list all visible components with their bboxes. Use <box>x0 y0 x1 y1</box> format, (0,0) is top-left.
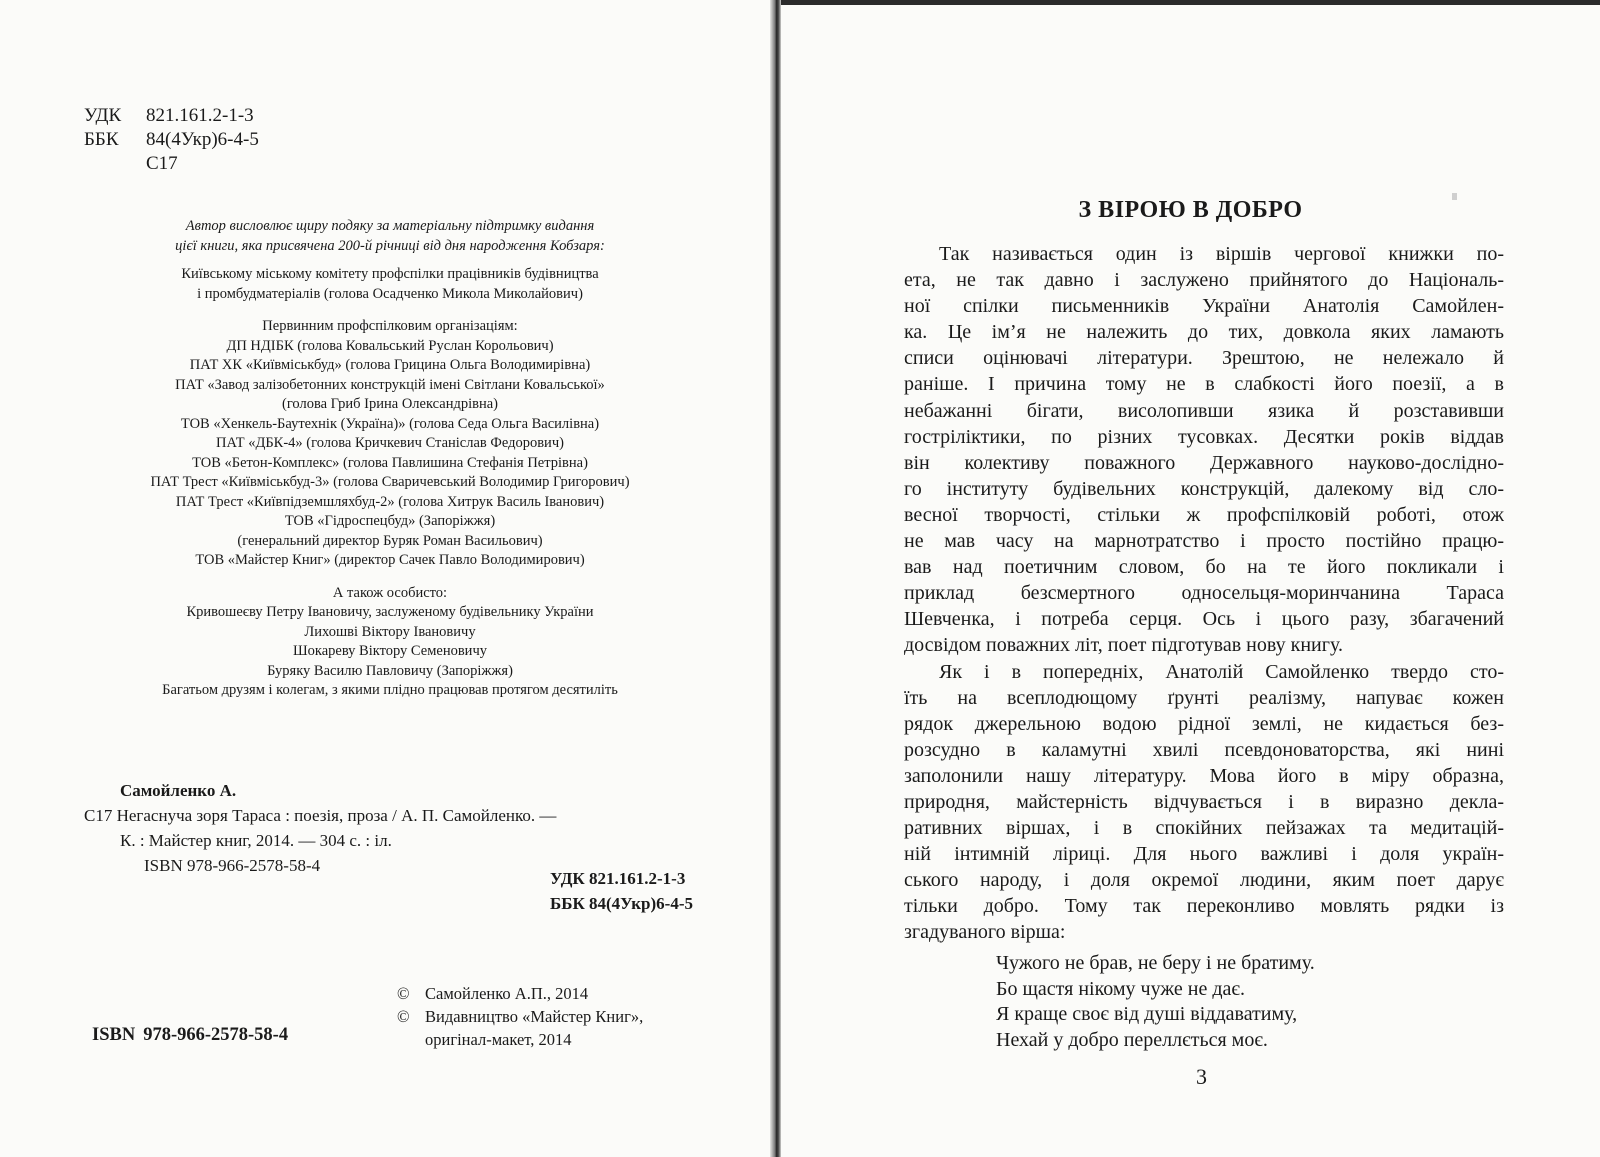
thanks-line: Багатьом друзям і колегам, з якими плідно працював протягом десятиліть <box>162 682 618 698</box>
verse-line: Бо щастя нікому чуже не дає. <box>996 977 1245 1000</box>
thanks-line: (голова Гриб Ірина Олександрівна) <box>282 396 498 412</box>
isbn <box>92 1025 288 1046</box>
bbk-label: ББК <box>84 129 119 150</box>
copyright-notice <box>397 982 643 1051</box>
copyright-publisher-text: Видавництво «Майстер Книг», <box>425 1007 644 1026</box>
catalog-udk: УДК 821.161.2-1-3 <box>549 869 686 888</box>
copyright-publisher <box>397 1005 643 1028</box>
thanks-line: ДП НДІБК (голова Ковальський Руслан Корольович) <box>226 337 554 354</box>
page-number: 3 <box>1196 1064 1207 1089</box>
text-line: ративних віршах, і в спокійних пейзажах та медитацій- <box>904 817 1504 840</box>
left-page <box>0 0 770 1157</box>
page-title: З ВІРОЮ В ДОБРО <box>1078 197 1303 223</box>
catalog-codes <box>550 866 693 916</box>
thanks-kyiv-committee <box>80 265 700 304</box>
text-line: їть на всеплодющому ґрунті реалізму, напуває кожен <box>904 686 1504 709</box>
text-line: небажанні бігати, висолопивши язика й розставивши <box>904 399 1504 422</box>
text-line: списи оцінювачі літератури. Зрештою, не нележало й <box>904 347 1504 370</box>
author-mark: С17 <box>146 153 178 174</box>
text-line: досвідом поважних літ, поет підготував нову книгу. <box>904 634 1343 657</box>
text-line: го інституту будівельних конструкцій, далекому від сло- <box>904 477 1504 500</box>
thanks-line: (генеральний директор Буряк Роман Васильович) <box>237 532 543 549</box>
isbn-label: ISBN <box>92 1025 136 1045</box>
thanks-line: ПАТ ХК «Київміськбуд» (голова Грицина Ольга Володимирівна) <box>189 357 591 373</box>
thanks-line: ПАТ Трест «Київміськбуд-3» (голова Сваричевський Володимир Григорович) <box>150 474 630 490</box>
catalog-author: Самойленко А. <box>120 781 237 800</box>
thanks-line: Кривошеєву Петру Івановичу, заслуженому будівельнику України <box>186 604 594 620</box>
text-line: природня, майстерність відчувається і в виразно декла- <box>904 790 1504 813</box>
catalog-bbk: ББК 84(4Укр)6-4-5 <box>549 894 693 913</box>
text-line: Так називається один із віршів чергової книжки по- <box>939 243 1504 265</box>
udk-label: УДК <box>84 105 122 126</box>
book-gutter <box>770 0 781 1157</box>
text-line: приклад безсмертного односельця-моринчанина Тараса <box>904 582 1504 605</box>
text-line: ка. Це ім’я не належить до тих, довкола яких ламають <box>904 321 1504 344</box>
thanks-intro-line: цієї книги, яка присвячена 200-й річниці від дня народження Кобзаря: <box>175 237 605 254</box>
thanks-line: ТОВ «Хенкель-Баутехнік (Україна)» (голова Седа Ольга Василівна) <box>180 415 600 432</box>
thanks-line: А також особисто: <box>332 584 448 601</box>
text-line: ета, не так давно і заслужено прийнятого до Національ- <box>904 269 1504 292</box>
thanks-line: Київському міському комітету профспілки працівників будівництва <box>181 266 599 282</box>
catalog-record <box>84 778 704 878</box>
thanks-line: ПАТ «ДБК-4» (голова Кричкевич Станіслав Федорович) <box>216 435 564 451</box>
copyright-symbol: © <box>397 1007 410 1026</box>
verse-line: Чужого не брав, не беру і не братиму. <box>996 952 1315 974</box>
text-line: раніше. І причина тому не в слабкості його поезії, а в <box>904 373 1504 396</box>
text-line: заполонили нашу літературу. Мова його в міру образна, <box>904 764 1504 787</box>
udk-row <box>84 104 259 128</box>
udk-value: 821.161.2-1-3 <box>146 105 254 126</box>
acknowledgements <box>80 217 700 714</box>
text-line: тільки добро. Тому так переконливо мовлять рядки із <box>904 895 1504 918</box>
text-line: ній інтимній ліриці. Для нього важливі і доля україн- <box>904 843 1504 866</box>
thanks-line: Буряку Василю Павловичу (Запоріжжя) <box>267 662 513 679</box>
thanks-line: ТОВ «Гідроспецбуд» (Запоріжжя) <box>284 513 496 529</box>
text-line: вав над поетичним словом, бо на те його покликали і <box>904 556 1504 579</box>
author-mark-row <box>84 152 259 176</box>
catalog-title-line: С17 Негаснуча зоря Тараса : поезія, проза / А. П. Самойленко. — <box>84 806 557 825</box>
copyright-author <box>397 982 643 1005</box>
text-line: розсудно в каламутні хвилі псевдоноваторства, які нині <box>904 738 1504 761</box>
bbk-row <box>84 128 259 152</box>
verse-line: Нехай у добро переллється моє. <box>996 1028 1268 1051</box>
thanks-line: Первинним профспілковим організаціям: <box>262 318 518 334</box>
verse-line: Я краще своє від душі віддаватиму, <box>996 1003 1298 1025</box>
text-line: Як і в попередніх, Анатолій Самойленко твердо сто- <box>939 660 1504 683</box>
thanks-line: ТОВ «Майстер Книг» (директор Сачек Павло Володимирович) <box>195 552 585 568</box>
text-line: не мав часу на марнотратство і просто постійно працю- <box>904 530 1504 553</box>
thanks-intro <box>80 217 700 256</box>
text-line: ського народу, і доля окремої людини, яким поет дарує <box>904 869 1504 892</box>
classification-codes <box>84 104 259 176</box>
thanks-line: Шокареву Віктору Семеновичу <box>293 643 487 659</box>
poem-quote <box>996 951 1315 1053</box>
thanks-line: ПАТ «Завод залізобетонних конструкцій імені Світлани Ковальської» <box>175 376 605 393</box>
text-line: він колективу поважного Державного науково-дослідно- <box>904 451 1504 474</box>
text-line: гостріліктики, по різних тусовках. Десятки років віддав <box>904 425 1504 448</box>
copyright-layout: оригінал-макет, 2014 <box>425 1030 572 1049</box>
text-line: ної спілки письменників України Анатолія Самойлен- <box>904 295 1504 318</box>
thanks-line: ПАТ Трест «Київпідземшляхбуд-2» (голова Хитрук Василь Іванович) <box>175 493 605 510</box>
text-line: рядок джерельною водою рідної землі, не кидається без- <box>904 712 1504 735</box>
text-line: згадуваного вірша: <box>904 921 1066 944</box>
foreword-text <box>904 241 1504 946</box>
bbk-value: 84(4Укр)6-4-5 <box>146 129 259 150</box>
copyright-author-text: Самойленко А.П., 2014 <box>425 984 589 1003</box>
thanks-line: Лихошві Віктору Івановичу <box>304 623 476 640</box>
catalog-publisher-line: К. : Майстер книг, 2014. — 304 с. : іл. <box>120 831 392 850</box>
scan-speck <box>1452 193 1457 200</box>
thanks-personal <box>80 584 700 701</box>
text-line: Шевченка, і потреба серця. Ось і цього разу, збагачений <box>904 608 1504 631</box>
catalog-isbn-line: ISBN 978-966-2578-58-4 <box>144 856 321 875</box>
isbn-value: 978-966-2578-58-4 <box>143 1025 289 1045</box>
text-line: весної творчості, стільки ж профспілковій роботі, отож <box>904 503 1504 526</box>
thanks-line: ТОВ «Бетон-Комплекс» (голова Павлишина Стефанія Петрівна) <box>192 454 588 471</box>
thanks-organizations <box>80 317 700 571</box>
thanks-intro-line: Автор висловлює щиру подяку за матеріальну підтримку видання <box>185 218 595 234</box>
copyright-symbol: © <box>397 984 410 1003</box>
thanks-line: і промбудматеріалів (голова Осадченко Микола Миколайович) <box>197 285 583 302</box>
